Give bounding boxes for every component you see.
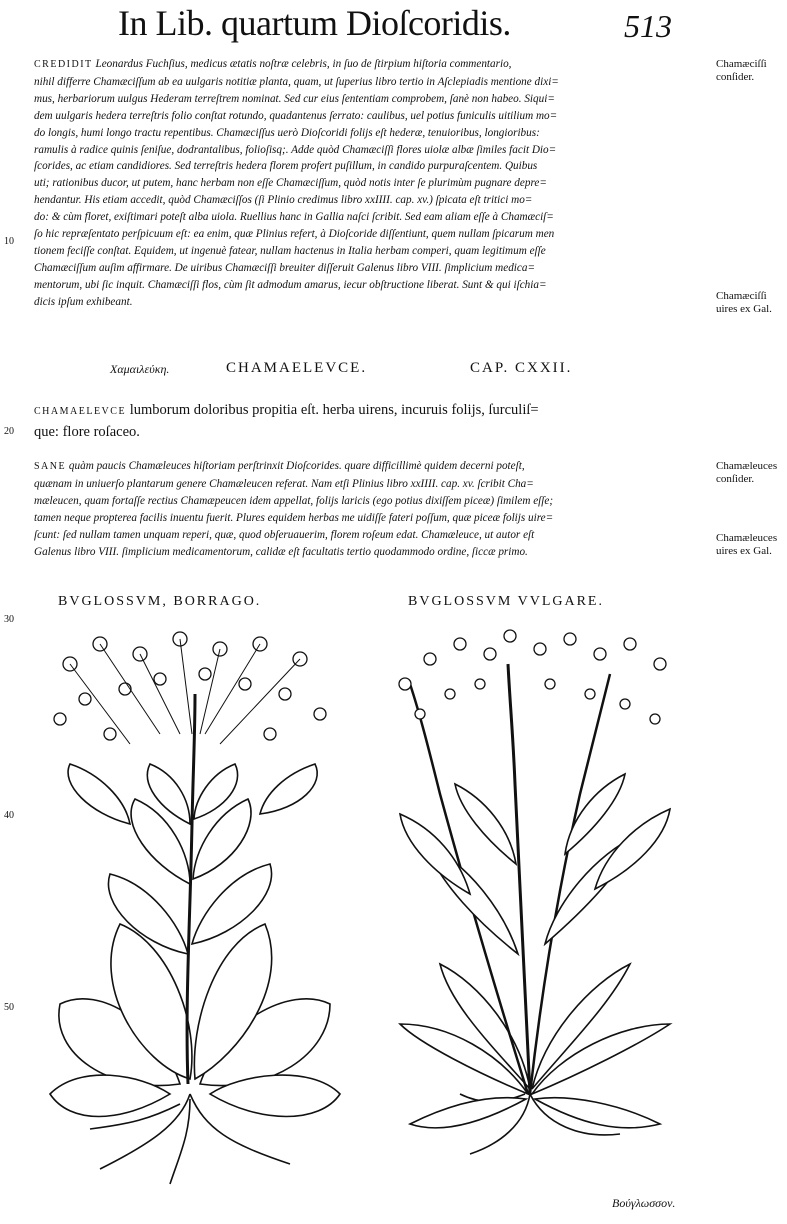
text-line: ſo hic repræſentato perſpicuum eſt: ea enim, quæ Plinius refert, à Dioſcoride diſſentiunt, quem nullam ſpicarum men xyxy=(34,228,555,241)
chapter-greek-name: Χαμαιλεύκη. xyxy=(110,362,170,376)
figure-caption-left: BVGLOSSVM, BORRAGO. xyxy=(58,594,262,609)
text-line: ramulis à radice quinis ſeniſue, dodrantalibus, folioſisq;. Adde quòd Chamæciſſi flores uiolæ albæ ſimiles facit Dio= xyxy=(34,143,557,156)
borage-illustration xyxy=(30,624,350,1189)
text-line: dicis ipſum exhibeant. xyxy=(34,295,133,308)
text-line: mus, herbariorum uulgus Hederam terreſtrem nominat. Sed cur eius ſententiam comprobem, ſanè non habeo. Siqui= xyxy=(34,92,555,105)
text-line: dem uulgaris hedera terreſtris folio conſtat rotundo, quadantenus ſerrato: caulibus, uel potius funiculis uitilium mo= xyxy=(34,109,558,122)
text-line: CREDIDIT Leonardus Fuchſius, medicus ætatis noſtræ celebris, in ſuo de ſtirpium hiſtoria commentario, xyxy=(34,58,512,70)
text-line: quænam in uniuerſo plantarum genere Chamæleucen referat. Nam etſi Plinius libro xxIIII. cap. xv. ſcribit Cha= xyxy=(34,477,534,490)
line-number-50: 50 xyxy=(4,1002,14,1013)
text-line: ſcunt: ſed nullam tamen unquam reperi, quæ, quod obſeruauerim, florem roſeum edat. Chamæleuce, ut autor eſt xyxy=(34,528,535,541)
text-line: hendantur. His etiam accedit, quòd Chamæciſſos (ſi Plinio credimus libro xxIIII. cap. xv.) ſpicata eſt tritici mo= xyxy=(34,194,533,207)
margin-note-chamaecissi-consider: Chamæciſſi conſider. xyxy=(716,58,767,83)
text-line: CHAMAELEVCE lumborum doloribus propitia eſt. herba uirens, incuruis folijs, ſurculiſ= xyxy=(34,402,539,418)
figure-caption-right: BVGLOSSVM VVLGARE. xyxy=(408,594,604,609)
text-line: Chamæciſſum auſim affirmare. De uiribus Chamæciſſi breuiter diſſeruit Galenus libro VIII. ſimplicium medica= xyxy=(34,261,536,274)
text-line: do longis, humi longo tractu repentibus. Chamæciſſus uerò Dioſcoridi folijs eſt hederæ, tenuioribus, longioribus: xyxy=(34,126,540,139)
commentary-paragraph-1 xyxy=(34,56,706,311)
page-header xyxy=(0,2,787,50)
dioscorides-text xyxy=(34,400,706,442)
text-line: tionem feciſſe conſtat. Equidem, ut ingenuè fatear, nullam hactenus in Italia herbam comperi, quam legitimum eſſe xyxy=(34,244,546,257)
margin-note-chamaeleuces-uires: Chamæleuces uires ex Gal. xyxy=(716,532,778,557)
text-line: uti; rationibus ducor, ut putem, hanc herbam non eſſe Chamæciſſum, quòd notis inter ſe plurimùm pugnare depre= xyxy=(34,177,547,190)
text-line: do: & cùm floret, exiſtimari poteſt alba uiola. Ruellius hanc in Gallia naſci ſcribit. Sed eam aliam eſſe à Chamæciſ= xyxy=(34,211,554,224)
margin-note-chamaeleuces-consider: Chamæleuces conſider. xyxy=(716,460,778,485)
page-title: In Lib. quartum Dioſcoridis. xyxy=(118,3,511,43)
chapter-heading xyxy=(0,360,787,382)
text-line: Galenus libro VIII. ſimplicium medicamentorum, calidæ eſt facultatis tertio quodammodo ordine, ſiccæ primo. xyxy=(34,545,528,558)
chapter-title: CHAMAELEVCE. xyxy=(226,360,368,376)
text-line: nihil differre Chamæciſſum ab ea uulgaris notitiæ planta, quam, ut ſuperius libro tertio in Aſclepiadis mentione dixi= xyxy=(34,75,559,88)
text-line: mentorum, ubi ſic inquit. Chamæciſſi flos, cùm ſit admodum amarus, iecur obſtructione liberat. Sunt & qui iſchia= xyxy=(34,278,547,291)
lead-word: CHAMAELEVCE xyxy=(34,406,127,417)
commentary-paragraph-2 xyxy=(34,458,706,560)
bugloss-illustration xyxy=(380,624,690,1164)
figure-greek-label: Βούγλωσσον. xyxy=(612,1196,676,1210)
lead-word: CREDIDIT xyxy=(34,59,93,70)
text-line: que: flore roſaceo. xyxy=(34,424,140,440)
line-number-10: 10 xyxy=(4,236,14,247)
text-line: ſcorides, ac etiam candidiores. Sed terreſtris hedera florem profert puſillum, in candido purpuraſcentem. Quibus xyxy=(34,160,538,173)
line-number-30: 30 xyxy=(4,614,14,625)
line-number-40: 40 xyxy=(4,810,14,821)
chapter-number: CAP. CXXII. xyxy=(470,360,573,376)
text-line: SANE quàm paucis Chamæleuces hiſtoriam perſtrinxit Dioſcorides. quare difficillimè quidem decerni poteſt, xyxy=(34,460,525,472)
text-line: tamen neque propterea facilis inuentu fuerit. Plures equidem herbas me uidiſſe fateri poſſum, quæ piceæ folijs uire= xyxy=(34,511,554,524)
page-number: 513 xyxy=(624,8,672,44)
text-line: mæleucen, quam fortaſſe rectius Chamæpeucen idem appellat, folijs laricis (ego potius dixiſſem piceæ) ſimilem eſſe; xyxy=(34,494,554,507)
line-number-20: 20 xyxy=(4,426,14,437)
lead-word: SANE xyxy=(34,461,67,472)
margin-note-chamaecissi-uires: Chamæciſſi uires ex Gal. xyxy=(716,290,772,315)
